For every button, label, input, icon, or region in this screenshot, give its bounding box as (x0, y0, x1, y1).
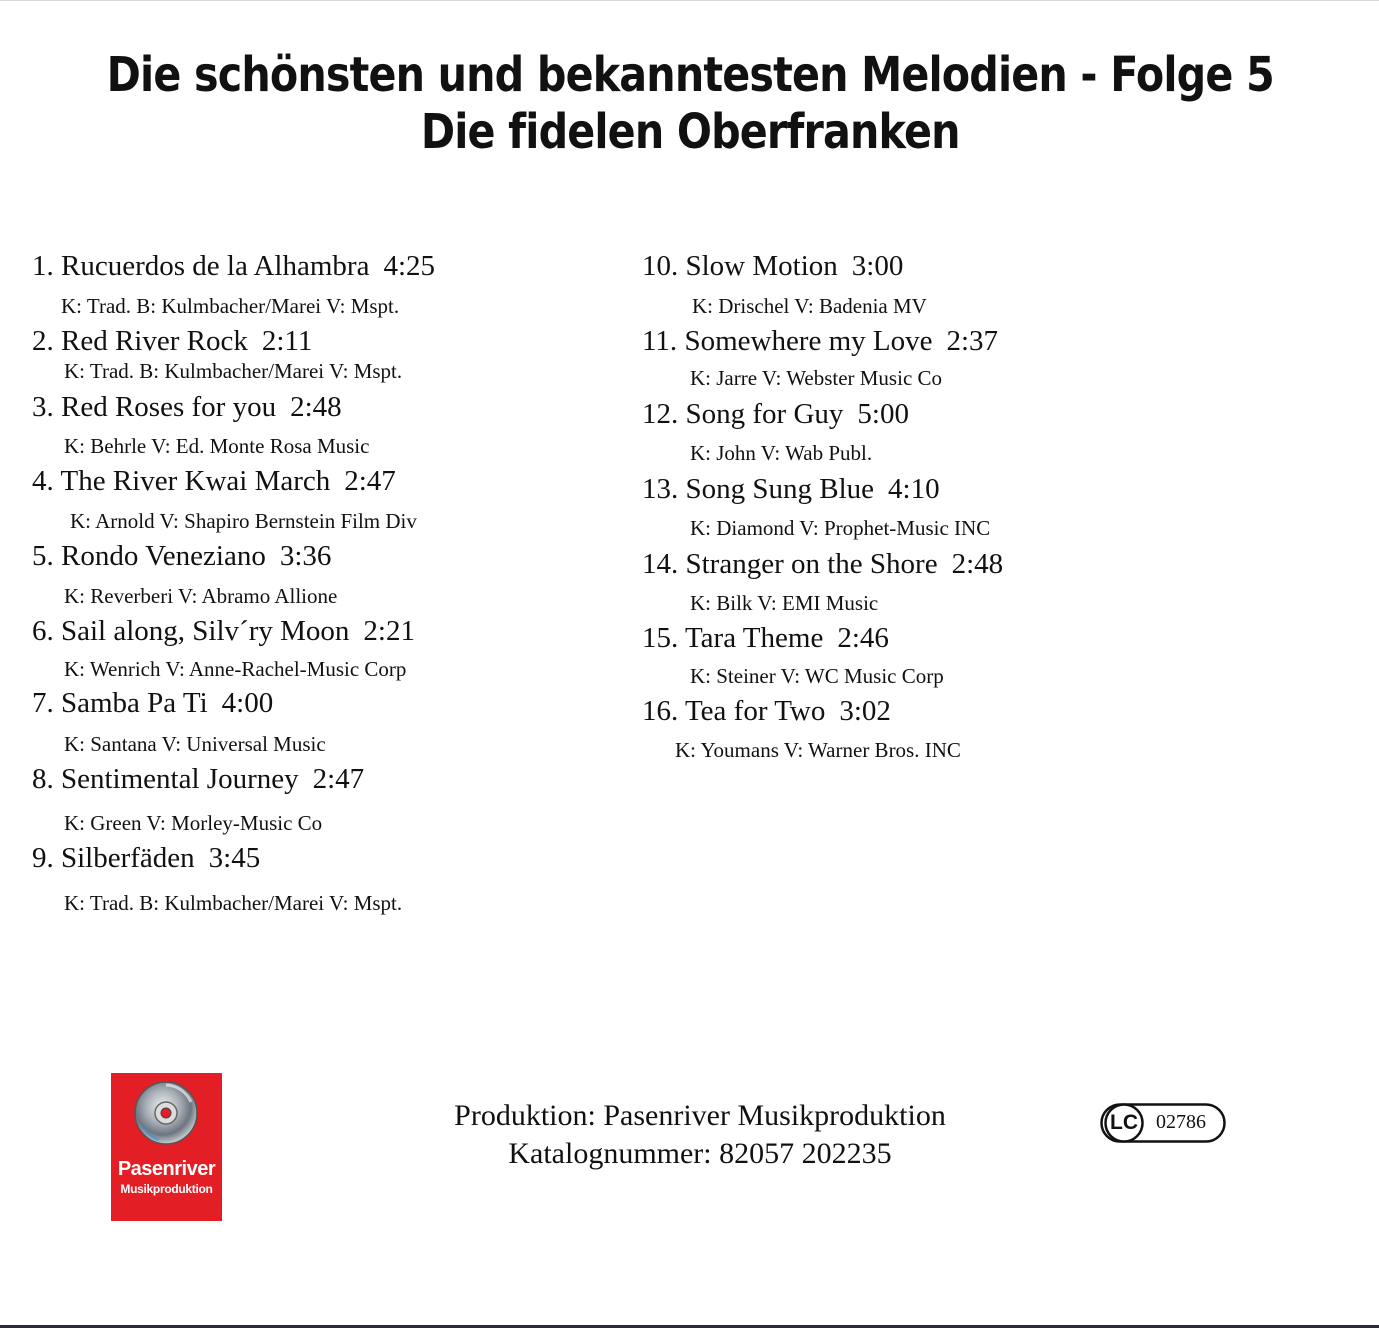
logo-name: Pasenriver (117, 1158, 216, 1180)
track-credits-16: K: Youmans V: Warner Bros. INC (675, 738, 961, 762)
track-title-9: 9. Silberfäden 3:45 (32, 842, 261, 874)
logo-subtitle: Musikproduktion (120, 1182, 213, 1196)
track-title-1: 1. Rucuerdos de la Alhambra 4:25 (32, 250, 435, 282)
top-border (0, 0, 1379, 1)
track-title-16: 16. Tea for Two 3:02 (642, 695, 891, 727)
track-credits-4: K: Arnold V: Shapiro Bernstein Film Div (70, 509, 417, 533)
album-title: Die schönsten und bekanntesten Melodien - Folge 5 (106, 47, 1274, 103)
track-credits-5: K: Reverberi V: Abramo Allione (64, 584, 338, 608)
catalog-number: Katalognummer: 82057 202235 (508, 1137, 892, 1170)
track-credits-3: K: Behrle V: Ed. Monte Rosa Music (64, 434, 370, 458)
track-title-7: 7. Samba Pa Ti 4:00 (32, 687, 274, 719)
track-title-8: 8. Sentimental Journey 2:47 (32, 763, 365, 795)
track-title-3: 3. Red Roses for you 2:48 (32, 391, 342, 423)
track-credits-12: K: John V: Wab Publ. (690, 441, 873, 465)
track-title-12: 12. Song for Guy 5:00 (642, 398, 909, 430)
track-title-14: 14. Stranger on the Shore 2:48 (642, 548, 1004, 580)
track-credits-2: K: Trad. B: Kulmbacher/Marei V: Mspt. (64, 359, 403, 383)
track-credits-7: K: Santana V: Universal Music (64, 732, 326, 756)
track-credits-15: K: Steiner V: WC Music Corp (690, 664, 944, 688)
track-title-11: 11. Somewhere my Love 2:37 (642, 325, 999, 357)
track-credits-6: K: Wenrich V: Anne-Rachel-Music Corp (64, 657, 407, 681)
track-credits-10: K: Drischel V: Badenia MV (692, 294, 927, 318)
track-title-6: 6. Sail along, Silv´ry Moon 2:21 (32, 615, 415, 647)
artist-name: Die fidelen Oberfranken (420, 104, 960, 160)
pasenriver-logo (111, 1073, 222, 1221)
track-credits-1: K: Trad. B: Kulmbacher/Marei V: Mspt. (61, 294, 400, 318)
track-credits-14: K: Bilk V: EMI Music (690, 591, 879, 615)
label-code-number: 02786 (1156, 1111, 1206, 1133)
track-title-5: 5. Rondo Veneziano 3:36 (32, 540, 332, 572)
track-title-13: 13. Song Sung Blue 4:10 (642, 473, 940, 505)
track-credits-13: K: Diamond V: Prophet-Music INC (690, 516, 991, 540)
track-credits-11: K: Jarre V: Webster Music Co (690, 366, 943, 390)
track-title-10: 10. Slow Motion 3:00 (642, 250, 904, 282)
cd-disc-icon (133, 1080, 199, 1146)
label-code-badge: LC (1110, 1111, 1138, 1134)
production-credit: Produktion: Pasenriver Musikproduktion (454, 1099, 946, 1132)
track-title-15: 15. Tara Theme 2:46 (642, 622, 889, 654)
track-credits-9: K: Trad. B: Kulmbacher/Marei V: Mspt. (64, 891, 403, 915)
track-title-4: 4. The River Kwai March 2:47 (32, 465, 396, 497)
track-title-2: 2. Red River Rock 2:11 (32, 325, 313, 357)
track-credits-8: K: Green V: Morley-Music Co (64, 811, 323, 835)
